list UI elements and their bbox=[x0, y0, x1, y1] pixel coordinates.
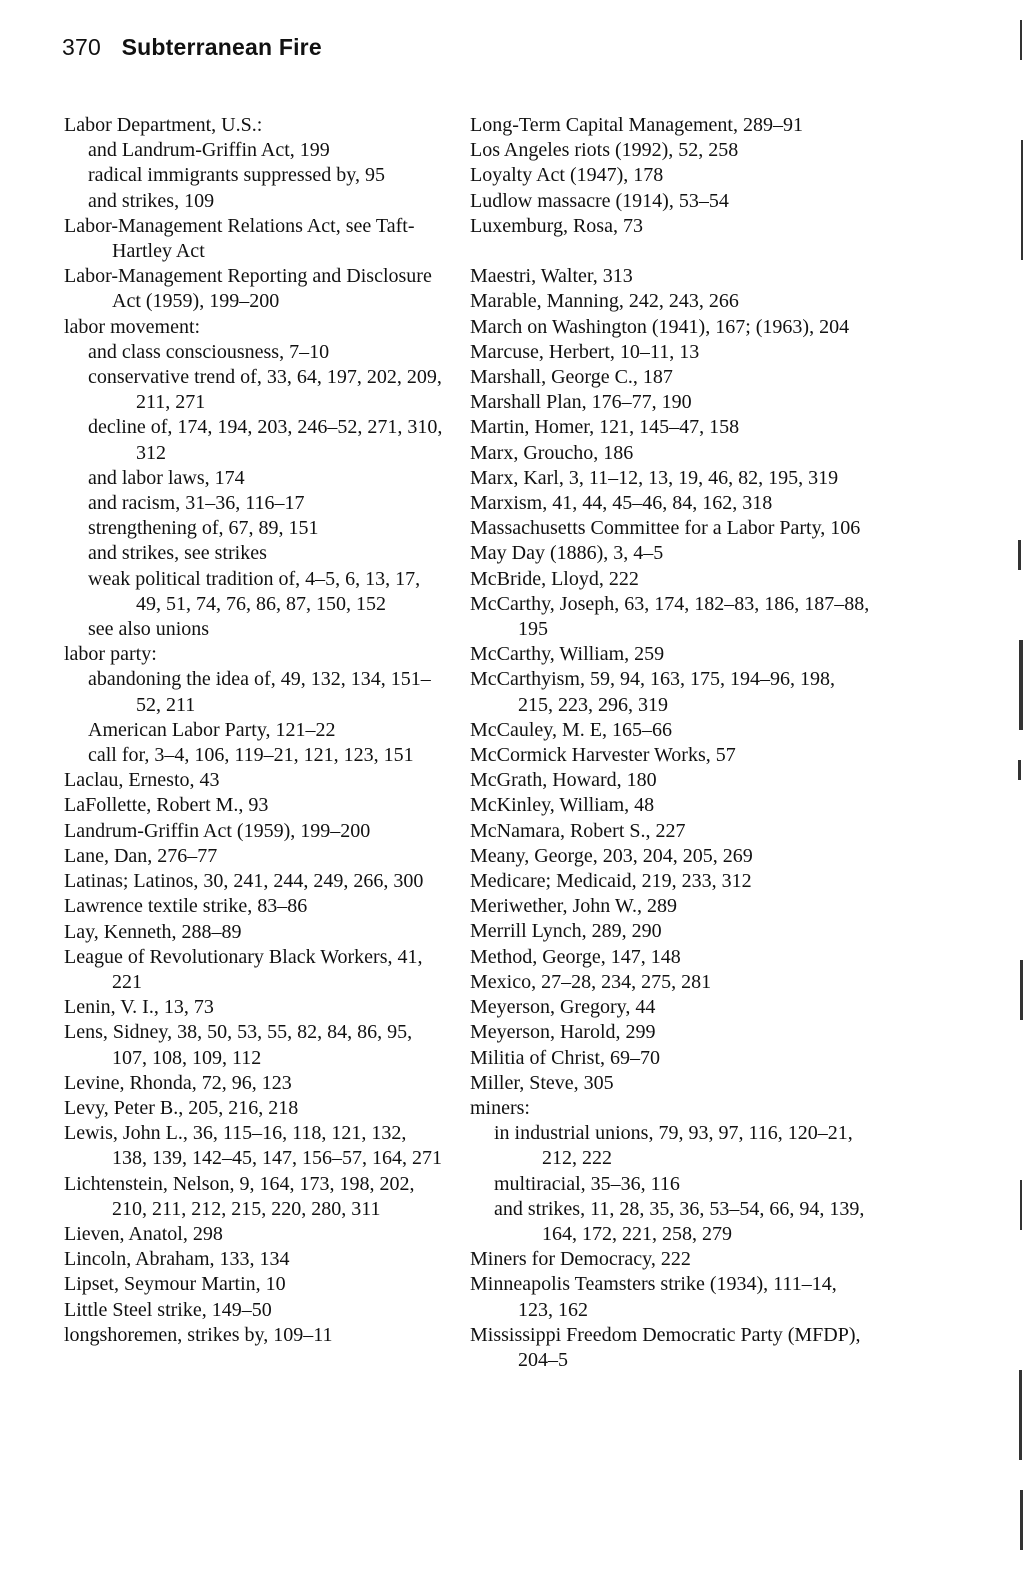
index-entry: Lincoln, Abraham, 133, 134 bbox=[64, 1248, 290, 1271]
index-entry: LaFollette, Robert M., 93 bbox=[64, 794, 269, 817]
index-entry: March on Washington (1941), 167; (1963), 204 bbox=[470, 315, 850, 338]
index-subentry: weak political tradition of, 4–5, 6, 13, 17, 49, 51, 74, 76, 86, 87, 150, 152 bbox=[88, 567, 421, 615]
index-entry: labor party: bbox=[64, 643, 157, 666]
index-entry: Landrum-Griffin Act (1959), 199–200 bbox=[64, 819, 371, 842]
index-subentry: see also unions bbox=[88, 618, 210, 641]
index-column-right bbox=[470, 113, 870, 1373]
index-entry: Militia of Christ, 69–70 bbox=[470, 1046, 660, 1069]
index-subentry: abandoning the idea of, 49, 132, 134, 151–52, 211 bbox=[88, 668, 431, 716]
index-entry: Levy, Peter B., 205, 216, 218 bbox=[64, 1096, 299, 1119]
index-entry: Maestri, Walter, 313 bbox=[470, 265, 633, 288]
index-entry: Lewis, John L., 36, 115–16, 118, 121, 132, 138, 139, 142–45, 147, 156–57, 164, 271 bbox=[64, 1122, 442, 1170]
running-header bbox=[62, 34, 322, 61]
index-entry: McGrath, Howard, 180 bbox=[470, 769, 657, 792]
index-entry: Martin, Homer, 121, 145–47, 158 bbox=[470, 416, 740, 439]
index-entry: McKinley, William, 48 bbox=[470, 794, 655, 817]
index-entry: Labor-Management Relations Act, see Taft-Hartley Act bbox=[64, 214, 415, 263]
index-entry: Meriwether, John W., 289 bbox=[470, 895, 677, 918]
index-entry: Marx, Groucho, 186 bbox=[470, 441, 634, 464]
index-entry: McCauley, M. E, 165–66 bbox=[470, 718, 673, 741]
index-entry: Levine, Rhonda, 72, 96, 123 bbox=[64, 1071, 292, 1094]
index-subentry: and labor laws, 174 bbox=[88, 466, 245, 489]
index-entry: Marable, Manning, 242, 243, 266 bbox=[470, 290, 739, 313]
index-entry: Lay, Kenneth, 288–89 bbox=[64, 920, 242, 943]
index-entry: Lipset, Seymour Martin, 10 bbox=[64, 1273, 286, 1296]
index-entry: Luxemburg, Rosa, 73 bbox=[470, 214, 643, 237]
index-entry: McCormick Harvester Works, 57 bbox=[470, 744, 736, 767]
index-entry: Labor-Management Reporting and Disclosure Act (1959), 199–200 bbox=[64, 265, 432, 313]
index-entry: Labor Department, U.S.: bbox=[64, 114, 263, 136]
page-number: 370 bbox=[62, 34, 101, 60]
index-column-left bbox=[64, 113, 444, 1348]
index-entry: Marxism, 41, 44, 45–46, 84, 162, 318 bbox=[470, 492, 773, 515]
index-subentry: call for, 3–4, 106, 119–21, 121, 123, 151 bbox=[88, 744, 414, 767]
index-subentry: radical immigrants suppressed by, 95 bbox=[88, 164, 385, 187]
index-subentry: and class consciousness, 7–10 bbox=[88, 340, 330, 363]
index-entry: Long-Term Capital Management, 289–91 bbox=[470, 114, 803, 136]
index-entry: Little Steel strike, 149–50 bbox=[64, 1298, 272, 1321]
index-entry: Minneapolis Teamsters strike (1934), 111–14, 123, 162 bbox=[470, 1273, 837, 1321]
index-entry: Meany, George, 203, 204, 205, 269 bbox=[470, 844, 753, 867]
letter-section-gap bbox=[470, 239, 870, 264]
index-subentry: and Landrum-Griffin Act, 199 bbox=[88, 139, 330, 162]
index-entry: Lieven, Anatol, 298 bbox=[64, 1222, 223, 1245]
index-entry: Laclau, Ernesto, 43 bbox=[64, 769, 220, 792]
index-entry: Massachusetts Committee for a Labor Party, 106 bbox=[470, 517, 861, 540]
book-title: Subterranean Fire bbox=[121, 34, 322, 60]
index-entry: Medicare; Medicaid, 219, 233, 312 bbox=[470, 870, 752, 893]
index-entry: McBride, Lloyd, 222 bbox=[470, 567, 639, 590]
index-entry: Lawrence textile strike, 83–86 bbox=[64, 895, 308, 918]
index-entry: Marshall Plan, 176–77, 190 bbox=[470, 391, 692, 414]
index-subentry: conservative trend of, 33, 64, 197, 202, 209, 211, 271 bbox=[88, 366, 442, 414]
index-entry: League of Revolutionary Black Workers, 41, 221 bbox=[64, 945, 423, 993]
index-entry: Marx, Karl, 3, 11–12, 13, 19, 46, 82, 195, 319 bbox=[470, 466, 839, 489]
index-entry: May Day (1886), 3, 4–5 bbox=[470, 542, 664, 565]
index-entry: Lane, Dan, 276–77 bbox=[64, 844, 218, 867]
index-entry: Loyalty Act (1947), 178 bbox=[470, 164, 664, 187]
index-entry: Ludlow massacre (1914), 53–54 bbox=[470, 189, 729, 212]
index-entry: Mississippi Freedom Democratic Party (MFDP), 204–5 bbox=[470, 1323, 861, 1371]
index-entry: Lens, Sidney, 38, 50, 53, 55, 82, 84, 86, 95, 107, 108, 109, 112 bbox=[64, 1021, 413, 1069]
index-entry: McNamara, Robert S., 227 bbox=[470, 819, 686, 842]
index-subentry: multiracial, 35–36, 116 bbox=[494, 1172, 680, 1195]
index-subentry: decline of, 174, 194, 203, 246–52, 271, 310, 312 bbox=[88, 416, 443, 464]
index-entry: McCarthy, William, 259 bbox=[470, 643, 665, 666]
index-entry: miners: bbox=[470, 1096, 530, 1119]
scan-edge-artifact bbox=[1012, 0, 1025, 1570]
index-entry: Merrill Lynch, 289, 290 bbox=[470, 920, 662, 943]
index-entry: Los Angeles riots (1992), 52, 258 bbox=[470, 139, 739, 162]
index-subentry: and strikes, see strikes bbox=[88, 542, 267, 565]
index-entry: Miller, Steve, 305 bbox=[470, 1071, 614, 1094]
index-entry: McCarthyism, 59, 94, 163, 175, 194–96, 198, 215, 223, 296, 319 bbox=[470, 668, 835, 716]
index-entry: Meyerson, Harold, 299 bbox=[470, 1021, 656, 1044]
index-subentry: American Labor Party, 121–22 bbox=[88, 718, 336, 741]
index-entry: Method, George, 147, 148 bbox=[470, 945, 681, 968]
index-subentry: and strikes, 109 bbox=[88, 189, 215, 212]
index-entry: Mexico, 27–28, 234, 275, 281 bbox=[470, 970, 712, 993]
index-entry: Marcuse, Herbert, 10–11, 13 bbox=[470, 340, 700, 363]
index-subentry: in industrial unions, 79, 93, 97, 116, 120–21, 212, 222 bbox=[494, 1122, 853, 1170]
index-subentry: strengthening of, 67, 89, 151 bbox=[88, 517, 319, 540]
index-subentry: and strikes, 11, 28, 35, 36, 53–54, 66, 94, 139, 164, 172, 221, 258, 279 bbox=[494, 1197, 865, 1245]
index-entry: longshoremen, strikes by, 109–11 bbox=[64, 1323, 333, 1346]
index-subentry: and racism, 31–36, 116–17 bbox=[88, 492, 305, 515]
index-entry: Meyerson, Gregory, 44 bbox=[470, 996, 656, 1019]
index-entry: McCarthy, Joseph, 63, 174, 182–83, 186, 187–88, 195 bbox=[470, 592, 870, 641]
index-entry: labor movement: bbox=[64, 315, 201, 338]
index-entry: Marshall, George C., 187 bbox=[470, 366, 673, 389]
index-entry: Lichtenstein, Nelson, 9, 164, 173, 198, 202, 210, 211, 212, 215, 220, 280, 311 bbox=[64, 1172, 415, 1220]
index-entry: Lenin, V. I., 13, 73 bbox=[64, 996, 214, 1019]
index-entry: Miners for Democracy, 222 bbox=[470, 1248, 691, 1271]
index-entry: Latinas; Latinos, 30, 241, 244, 249, 266, 300 bbox=[64, 870, 424, 893]
